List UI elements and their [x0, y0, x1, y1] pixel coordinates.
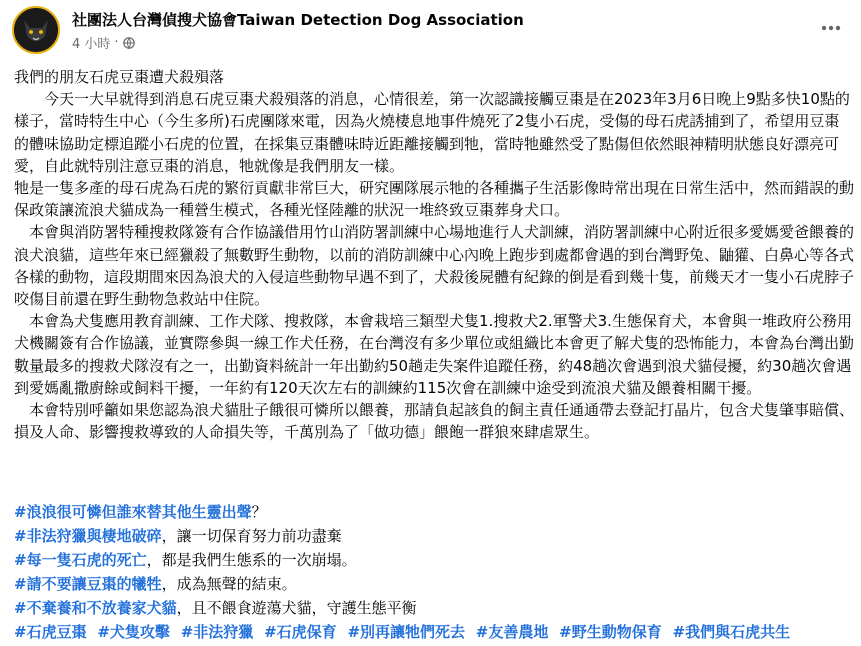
globe-icon	[123, 37, 135, 49]
hashtag-link[interactable]: #犬隻攻擊	[97, 623, 170, 641]
final-hashtags	[14, 620, 854, 644]
paragraph: 本會特別呼籲如果您認為浪犬貓肚子餓很可憐所以餵養，那請負起該負的飼主責任通通帶去登記打晶片，包含犬隻肇事賠償、損及人命、影響搜救導致的人命損失等，千萬別為了「做功德」餵飽一群狼來肆虐眾生。	[14, 401, 855, 442]
hashtag-link[interactable]: #非法狩獵	[180, 623, 254, 641]
meta-separator: ·	[114, 35, 119, 50]
hashtag-link[interactable]: #石虎豆棗	[14, 623, 87, 641]
hashtag-line-text: ，成為無聲的結束。	[161, 575, 297, 593]
hashtag-line-text: ？	[251, 503, 267, 521]
hashtag-line	[14, 572, 854, 596]
hashtag-line-text: ，且不餵食遊蕩犬貓，守護生態平衡	[176, 599, 417, 617]
more-options-icon	[821, 25, 841, 31]
hashtag-link[interactable]: #請不要讓豆棗的犧牲	[14, 575, 162, 593]
dog-association-avatar-icon	[14, 8, 58, 52]
hashtag-link[interactable]: #我們與石虎共生	[672, 623, 791, 641]
hashtag-link[interactable]: #非法狩獵與棲地破碎	[14, 527, 162, 545]
paragraph: 本會與消防署特種搜救隊簽有合作協議借用竹山消防署訓練中心場地進行人犬訓練，消防署訓練中心附近很多愛媽愛爸餵養的浪犬浪貓，這些年來已經獵殺了無數野生動物，以前的消防訓練中心內晚上跑步到處都會遇的到台灣野兔、鼬獾、白鼻心等各式各樣的動物，這段期間來因為浪犬的入侵這些動物早遇不到了，犬殺後屍體有紀錄的倒是看到幾十隻，前幾天才一隻小石虎脖子咬傷目前還在野生動物急救站中住院。	[14, 223, 855, 309]
paragraph: 牠是一隻多產的母石虎為石虎的繁衍貢獻非常巨大，研究團隊展示牠的各種攜子生活影像時常出現在日常生活中，然而錯誤的動保政策讓流浪犬貓成為一種營生模式，各種光怪陸離的狀況一堆終致豆棗葬身犬口。	[14, 179, 855, 220]
hashtag-link[interactable]: #浪浪很可憐但誰來替其他生靈出聲	[14, 503, 252, 521]
hashtag-line	[14, 500, 854, 524]
hashtag-line	[14, 548, 854, 572]
paragraph: 本會為犬隻應用教育訓練、工作犬隊、搜救隊，本會栽培三類型犬隻1.搜救犬2.軍警犬3.生態保育犬，本會與一堆政府公務用犬機關簽有合作協議，並實際參與一線工作犬任務，在台灣沒有多少單位或組織比本會更了解犬隻的恐怖能力，本會為台灣出勤數量最多的搜救犬隊沒有之一，出勤資料統計一年出勤約50趟走失案件追蹤任務，約48趟次會遇到浪犬貓侵擾，約30趟次會遇到愛媽亂撒廚餘或飼料干擾，一年約有120天次左右的訓練約115次會在訓練中途受到流浪犬貓及餵養相關干擾。	[14, 312, 855, 397]
hashtag-line	[14, 596, 854, 620]
page-avatar[interactable]	[12, 6, 60, 54]
hashtag-link[interactable]: #友善農地	[475, 623, 549, 641]
page-name[interactable]: 社團法人台灣偵搜犬協會Taiwan Detection Dog Association	[72, 11, 524, 29]
hashtag-link[interactable]: #每一隻石虎的死亡	[14, 551, 147, 569]
hashtag-line	[14, 524, 854, 548]
hashtag-link[interactable]: #不棄養和不放養家犬貓	[14, 599, 177, 617]
post-body	[14, 66, 854, 443]
hashtag-link[interactable]: #野生動物保育	[559, 623, 662, 641]
post-meta	[72, 33, 135, 52]
hashtag-line-text: ，讓一切保育努力前功盡棄	[161, 527, 342, 545]
hashtag-line-text: ，都是我們生態系的一次崩塌。	[146, 551, 357, 569]
post-title: 我們的朋友石虎豆棗遭犬殺殞落	[14, 68, 225, 86]
paragraph: 今天一大早就得到消息石虎豆棗犬殺殞落的消息，心情很差，第一次認識接觸豆棗是在2023年3月6日晚上9點多快10點的樣子，當時特生中心（今生多所)石虎團隊來電，因為火燒棲息地事件燒死了2隻小石虎，受傷的母石虎誘捕到了，希望用豆棗的體味協助定標追蹤小石虎的位置，在採集豆棗體味時近距離接觸到牠，當時牠雖然受了點傷但依然眼神精明狀態良好漂亮可愛，自此就特別注意豆棗的消息，牠就像是我們朋友一樣。	[14, 90, 850, 175]
hashtag-link[interactable]: #別再讓牠們死去	[347, 623, 466, 641]
more-options-button[interactable]	[817, 18, 845, 38]
post-time[interactable]: 4 小時	[72, 37, 111, 52]
hashtag-link[interactable]: #石虎保育	[264, 623, 337, 641]
hashtag-section	[14, 500, 854, 644]
